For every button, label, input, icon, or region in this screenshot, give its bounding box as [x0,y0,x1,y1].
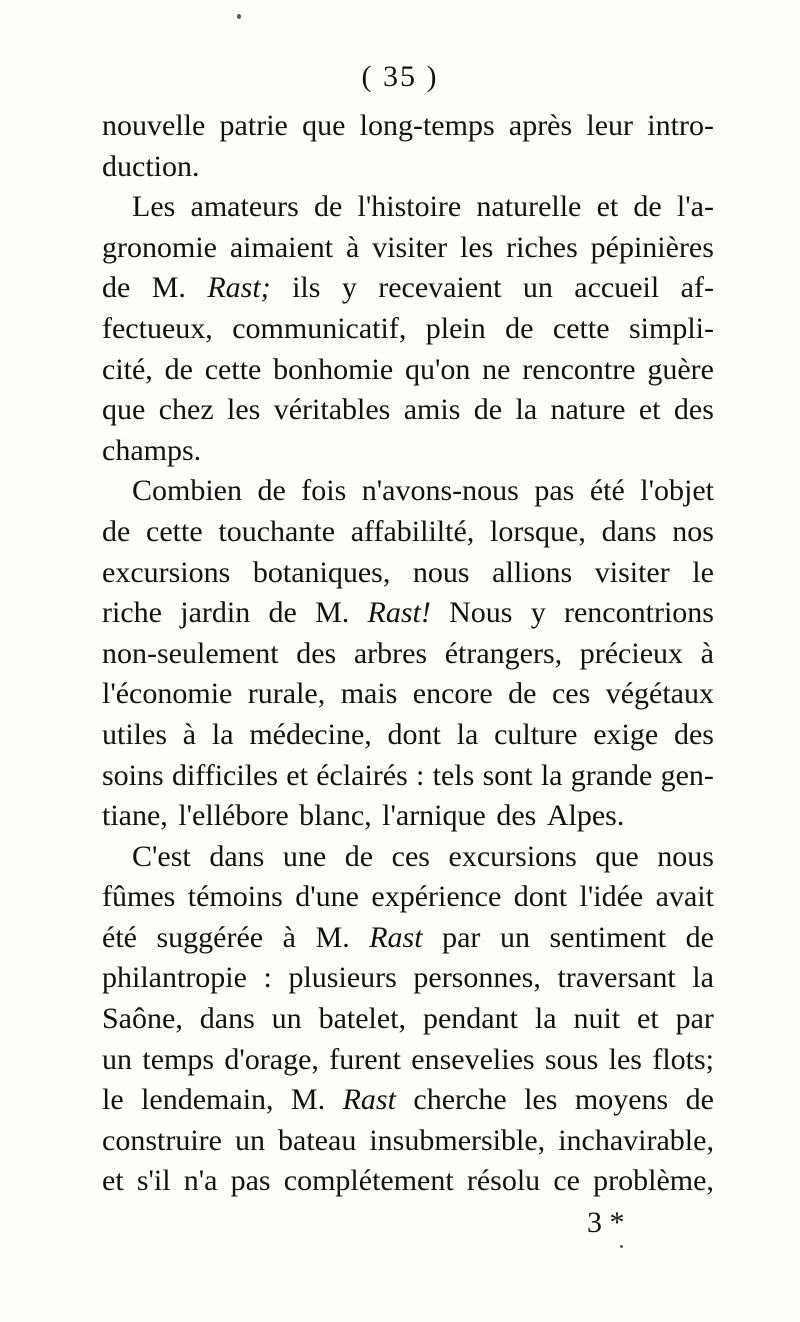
text-line [102,228,714,269]
word: mais [340,677,398,711]
word: chez [158,393,214,427]
word: pépinières [590,230,714,264]
word: végétaux [605,677,714,711]
text-line [102,715,714,756]
word: n'avons-nous [361,474,519,508]
word: rurale, [247,677,326,711]
word: de [268,596,297,630]
word: et [596,190,619,224]
word: et [286,758,308,792]
word: de [102,514,131,548]
word: M. [290,1083,326,1117]
word: furent [329,1042,401,1076]
signature-mark: 3 * [587,1206,625,1239]
word: un [235,1123,265,1157]
word: utiles [102,717,167,751]
word: sentiment [549,920,667,954]
word: cette [204,352,262,386]
word: personnes, [413,961,541,995]
word: par [442,920,481,954]
word: duction. [102,149,200,183]
word: Alpes. [546,799,625,833]
text-line [102,1080,714,1121]
word: que [102,393,146,427]
word: excursions [448,839,577,873]
word: de [633,190,662,224]
word: culture [494,717,578,751]
word: leur [586,109,634,142]
word: de [102,271,131,305]
word: et [638,393,661,427]
word: fectueux, [102,311,213,345]
word: : [416,758,425,792]
text-line [102,837,714,878]
word: des [673,717,714,751]
word: allions [492,555,573,589]
word: tels [432,758,475,792]
text-line [102,958,714,999]
word: Rast [369,920,423,954]
word: n'a [183,1164,218,1198]
word: d'une [295,880,359,914]
word: C'est [132,839,191,873]
text-line [102,390,714,431]
word: naturelle [476,190,582,224]
text-line [102,187,714,228]
word: non-seulement [102,636,279,670]
text-line [102,553,714,594]
word: la [540,758,563,792]
word: ces [391,839,430,873]
word: simpli- [628,311,714,345]
word: touchante [218,514,336,548]
text-line [102,999,714,1040]
word: inchavirable, [558,1123,714,1157]
text-line [102,634,714,675]
word: insubmersible, [369,1123,546,1157]
word: la [692,961,714,995]
word: pas [230,1164,271,1198]
word: qu'on [404,352,471,386]
word: de [685,1083,714,1117]
word: Rast! [367,596,431,630]
word: de [344,839,374,873]
text-line [102,268,714,309]
word: riches [506,230,578,264]
word: blanc, [299,799,372,833]
word: résolu [466,1164,541,1198]
word: l'économie [102,677,233,711]
word: intro- [647,109,714,142]
body-text [102,106,714,1202]
word: sont [482,758,533,792]
word: l'a- [676,190,714,224]
word: af- [680,271,714,305]
word: médecine, [249,717,372,751]
word: excursions [102,555,231,589]
word: gen- [660,758,714,792]
word: que [595,839,639,873]
text-line [102,1040,714,1081]
word: et [637,1002,659,1036]
word: la [456,717,479,751]
word: par [675,1002,714,1036]
word: gronomie [102,230,217,264]
word: précieux [579,636,684,670]
word: Rast; [207,271,271,305]
text-line [102,796,714,837]
word: suggérée [156,920,264,954]
word: grande [570,758,653,792]
word: M. [315,920,350,954]
text-line [102,350,714,391]
word: visiter [372,230,448,264]
word: véritables [273,393,391,427]
text-line [102,756,714,797]
word: dont [513,880,568,914]
word: M. [151,271,186,305]
word: aimaient [229,230,334,264]
word: riche [102,596,162,630]
word: plusieurs [288,961,397,995]
word: bateau [278,1123,357,1157]
word: affabililté, [350,514,475,548]
word: guère [647,352,714,386]
word: un [271,1002,302,1036]
word: Les [132,190,176,224]
word: le [692,555,714,589]
word: amis [403,393,461,427]
text-line [102,877,714,918]
word: à [700,636,714,670]
word: éclairés [316,758,408,792]
word: y [530,596,546,630]
word: cité, [102,352,153,386]
word: amateurs [190,190,299,224]
text-line [102,147,714,188]
word: ces [551,677,591,711]
word: de [505,311,534,345]
word: à [345,230,360,264]
word: dans [209,839,265,873]
word: un [522,271,553,305]
word: à [182,717,197,751]
word: des [296,636,337,670]
word: l'histoire [357,190,462,224]
word: pas [534,474,575,508]
word: s'il [136,1164,171,1198]
word: rencontre [522,352,636,386]
word: de [473,393,503,427]
word: des [496,799,537,833]
word: avait [655,880,714,914]
text-line [102,309,714,350]
word: philantropie [102,961,247,995]
word: cette [552,311,610,345]
word: Saône, [102,1002,183,1036]
word: de [508,677,537,711]
word: Rast [342,1083,396,1117]
word: problème, [593,1164,714,1198]
word: long-temps [359,109,495,142]
word: la [211,717,234,751]
word: communicatif, [232,311,407,345]
text-line [102,431,714,472]
word: fois [301,474,347,508]
word: accueil [574,271,660,305]
word: et [102,1164,124,1198]
word: l'ellébore [178,799,289,833]
word: d'orage, [224,1042,319,1076]
word: recevaient [378,271,502,305]
text-line [102,471,714,512]
word: flots; [652,1042,714,1076]
word: complétement [283,1164,454,1198]
word: la [534,1002,557,1036]
word: jardin [180,596,251,630]
text-line [102,106,714,147]
word: y [341,271,357,305]
word: temps [142,1042,215,1076]
word: l'objet [640,474,714,508]
word: visiter [594,555,670,589]
word: de [685,920,714,954]
word: arbres [353,636,428,670]
word: témoins [187,880,283,914]
word: les [524,1083,558,1117]
ink-speck [237,14,241,19]
word: construire [102,1123,222,1157]
word: après [508,109,573,142]
word: batelet, [318,1002,407,1036]
word: : [263,961,272,995]
word: cette [146,514,203,548]
word: ne [482,352,511,386]
text-line [102,674,714,715]
word: des [673,393,714,427]
word: nouvelle [102,109,206,142]
word: sous [544,1042,599,1076]
word: bonhomie [273,352,394,386]
word: soins [102,758,164,792]
word: dont [387,717,441,751]
page-number: ( 35 ) [361,60,439,93]
word: botaniques, [252,555,391,589]
text-line [102,512,714,553]
word: les [227,393,261,427]
word: plein [425,311,486,345]
word: Combien [132,474,242,508]
word: été [102,920,137,954]
word: fûmes [102,880,176,914]
word: lendemain, [141,1083,274,1117]
word: l'arnique [382,799,486,833]
word: dans [601,514,657,548]
word: dans [199,1002,255,1036]
word: Nous [449,596,513,630]
word: M. [315,596,350,630]
word: patrie [219,109,288,142]
word: cherche [413,1083,507,1117]
word: ce [553,1164,580,1198]
text-line [102,593,714,634]
word: nature [550,393,626,427]
word: le [102,1083,124,1117]
word: traversant [557,961,676,995]
word: ensevelies [411,1042,535,1076]
word: été [589,474,625,508]
word: une [282,839,327,873]
word: nos [672,514,714,548]
text-line [102,1161,714,1202]
word: nous [657,839,714,873]
word: à [282,920,296,954]
word: tiane, [102,799,168,833]
word: champs. [102,433,202,467]
text-line [102,918,714,959]
ink-speck [620,1245,623,1248]
word: les [608,1042,642,1076]
word: de [313,190,343,224]
word: encore [412,677,493,711]
word: un [102,1042,132,1076]
word: moyens [574,1083,669,1117]
word: nous [412,555,470,589]
word: rencontrions [564,596,714,630]
word: de [257,474,286,508]
word: de [164,352,193,386]
word: difficiles [171,758,279,792]
word: la [515,393,538,427]
word: un [499,920,530,954]
word: expérience [371,880,502,914]
word: lorsque, [490,514,586,548]
word: les [459,230,494,264]
word: l'idée [579,880,644,914]
word: pendant [422,1002,518,1036]
word: étrangers, [444,636,563,670]
word: exige [593,717,659,751]
text-line [102,1121,714,1162]
word: nuit [573,1002,621,1036]
word: ils [292,271,321,305]
word: que [302,109,346,142]
